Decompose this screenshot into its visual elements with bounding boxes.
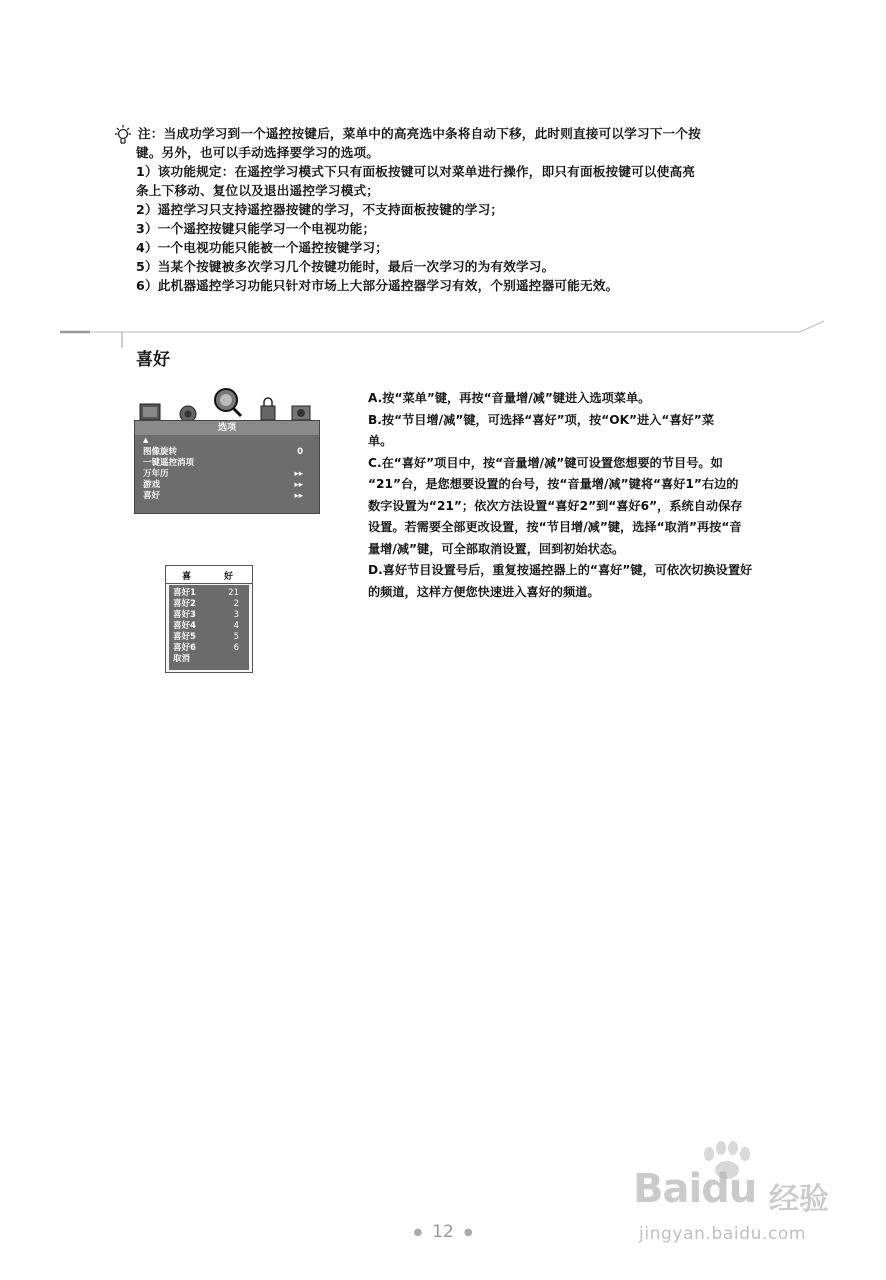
baidu-watermark [625,1140,875,1260]
favorite-row[interactable] [173,654,245,664]
menu-item-label: 喜好 [143,491,161,501]
favorite-value: 5 [233,632,239,642]
instruction-line: D.喜好节目设置号后，重复按遥控器上的“喜好”键，可依次切换设置好 [368,563,753,577]
watermark-logo: Baidu [633,1166,757,1212]
favorites-header-char: 好 [224,572,234,582]
menu-item[interactable] [143,480,313,490]
instruction-line: 量增/减”键，可全部取消设置，回到初始状态。 [368,541,625,556]
menu-item-label: 万年历 [143,469,169,479]
menu-item[interactable] [143,469,313,479]
instruction-line: 的频道，这样方便您快速进入喜好的频道。 [368,584,600,599]
note-line: 3）一个遥控按键只能学习一个电视功能； [136,221,376,236]
note-line: 6）此机器遥控学习功能只针对市场上大部分遥控器学习有效，个别遥控器可能无效。 [136,278,619,293]
instruction-line: “21”台，是您想要设置的台号，按“音量增/减”键将“喜好1”右边的 [368,477,739,491]
menu-item-label: 游戏 [143,480,161,490]
lightbulb-icon [112,124,134,146]
note-line: 键。另外，也可以手动选择要学习的选项。 [136,145,380,160]
menu-box [134,420,320,514]
section-divider [60,318,826,348]
favorites-header [166,566,252,584]
note-line: 注：当成功学习到一个遥控按键后，菜单中的高亮选中条将自动下移，此时则直接可以学习下一个按 [138,126,701,141]
dot-icon: ● [413,1226,423,1238]
dot-icon: ● [463,1226,473,1238]
watermark-url: jingyan.baidu.com [639,1224,807,1244]
setup-icon [292,406,310,420]
instructions [368,388,812,603]
note-block [118,124,830,295]
menu-item[interactable] [143,458,313,468]
watermark-cn: 经验 [769,1182,829,1217]
menu-item-value: ▸▸ [294,480,303,490]
menu-item-value: 0 [297,447,303,457]
favorite-row[interactable] [173,632,245,642]
menu-item-value: ▸▸ [294,491,303,501]
note-line: 1）该功能规定：在遥控学习模式下只有面板按键可以对菜单进行操作，即只有面板按键可以使高亮 [136,164,696,179]
menu-item-label: 图像旋转 [143,447,178,457]
instruction-line: B.按“节目增/减”键，可选择“喜好”项，按“OK”进入“喜好”菜 [368,412,715,427]
favorite-value: 4 [233,621,239,631]
favorite-row[interactable] [173,643,245,653]
favorite-row[interactable] [173,610,245,620]
instruction-line: 单。 [368,434,393,448]
instruction-line: 数字设置为“21”；依次方法设置“喜好2”到“喜好6”，系统自动保存 [368,498,743,513]
favorite-row[interactable] [173,599,245,609]
favorite-row[interactable] [173,588,245,598]
menu-item-label: 一键遥控消项 [143,458,195,468]
favorite-label: 喜好2 [173,599,196,609]
instruction-line: 设置。若需要全部更改设置，按“节目增/减”键，选择“取消”再按“音 [368,520,742,534]
page-number [0,1222,886,1242]
favorite-label: 喜好1 [173,588,196,598]
menu-screenshot [134,384,320,514]
options-search-icon [215,389,241,416]
menu-category-icons [134,384,320,424]
instruction-line: A.按“菜单”键，再按“音量增/减”键进入选项菜单。 [368,391,651,405]
favorite-value: 3 [233,610,239,620]
instruction-line: C.在“喜好”项目中，按“音量增/减”键可设置您想要的节目号。如 [368,455,723,470]
menu-title: 选项 [135,421,319,435]
menu-item-value: ▸▸ [294,469,303,479]
favorite-value: 2 [233,599,239,609]
menu-item[interactable] [143,447,313,457]
favorites-screenshot [165,565,253,673]
note-line: 2）遥控学习只支持遥控器按键的学习，不支持面板按键的学习； [136,202,504,217]
scroll-up-icon: ▲ [143,436,149,444]
page-number-value: 12 [432,1222,454,1242]
note-line: 5）当某个按键被多次学习几个按键功能时，最后一次学习的为有效学习。 [136,259,555,274]
favorite-row[interactable] [173,621,245,631]
note-line: 4）一个电视功能只能被一个遥控按键学习； [136,240,389,255]
favorites-header-char: 喜 [182,572,192,582]
favorite-label: 喜好3 [173,610,196,620]
menu-item[interactable] [143,491,313,501]
favorite-value: 6 [233,643,239,653]
note-line: 条上下移动、复位以及退出遥控学习模式； [136,183,380,198]
favorite-label: 喜好6 [173,643,196,653]
favorite-value: 21 [228,588,239,598]
favorites-list [169,585,249,670]
favorite-label: 取消 [173,654,191,664]
lock-icon [261,398,275,420]
picture-icon [140,404,160,420]
favorite-label: 喜好5 [173,632,196,642]
section-title: 喜好 [136,350,170,370]
favorite-label: 喜好4 [173,621,196,631]
